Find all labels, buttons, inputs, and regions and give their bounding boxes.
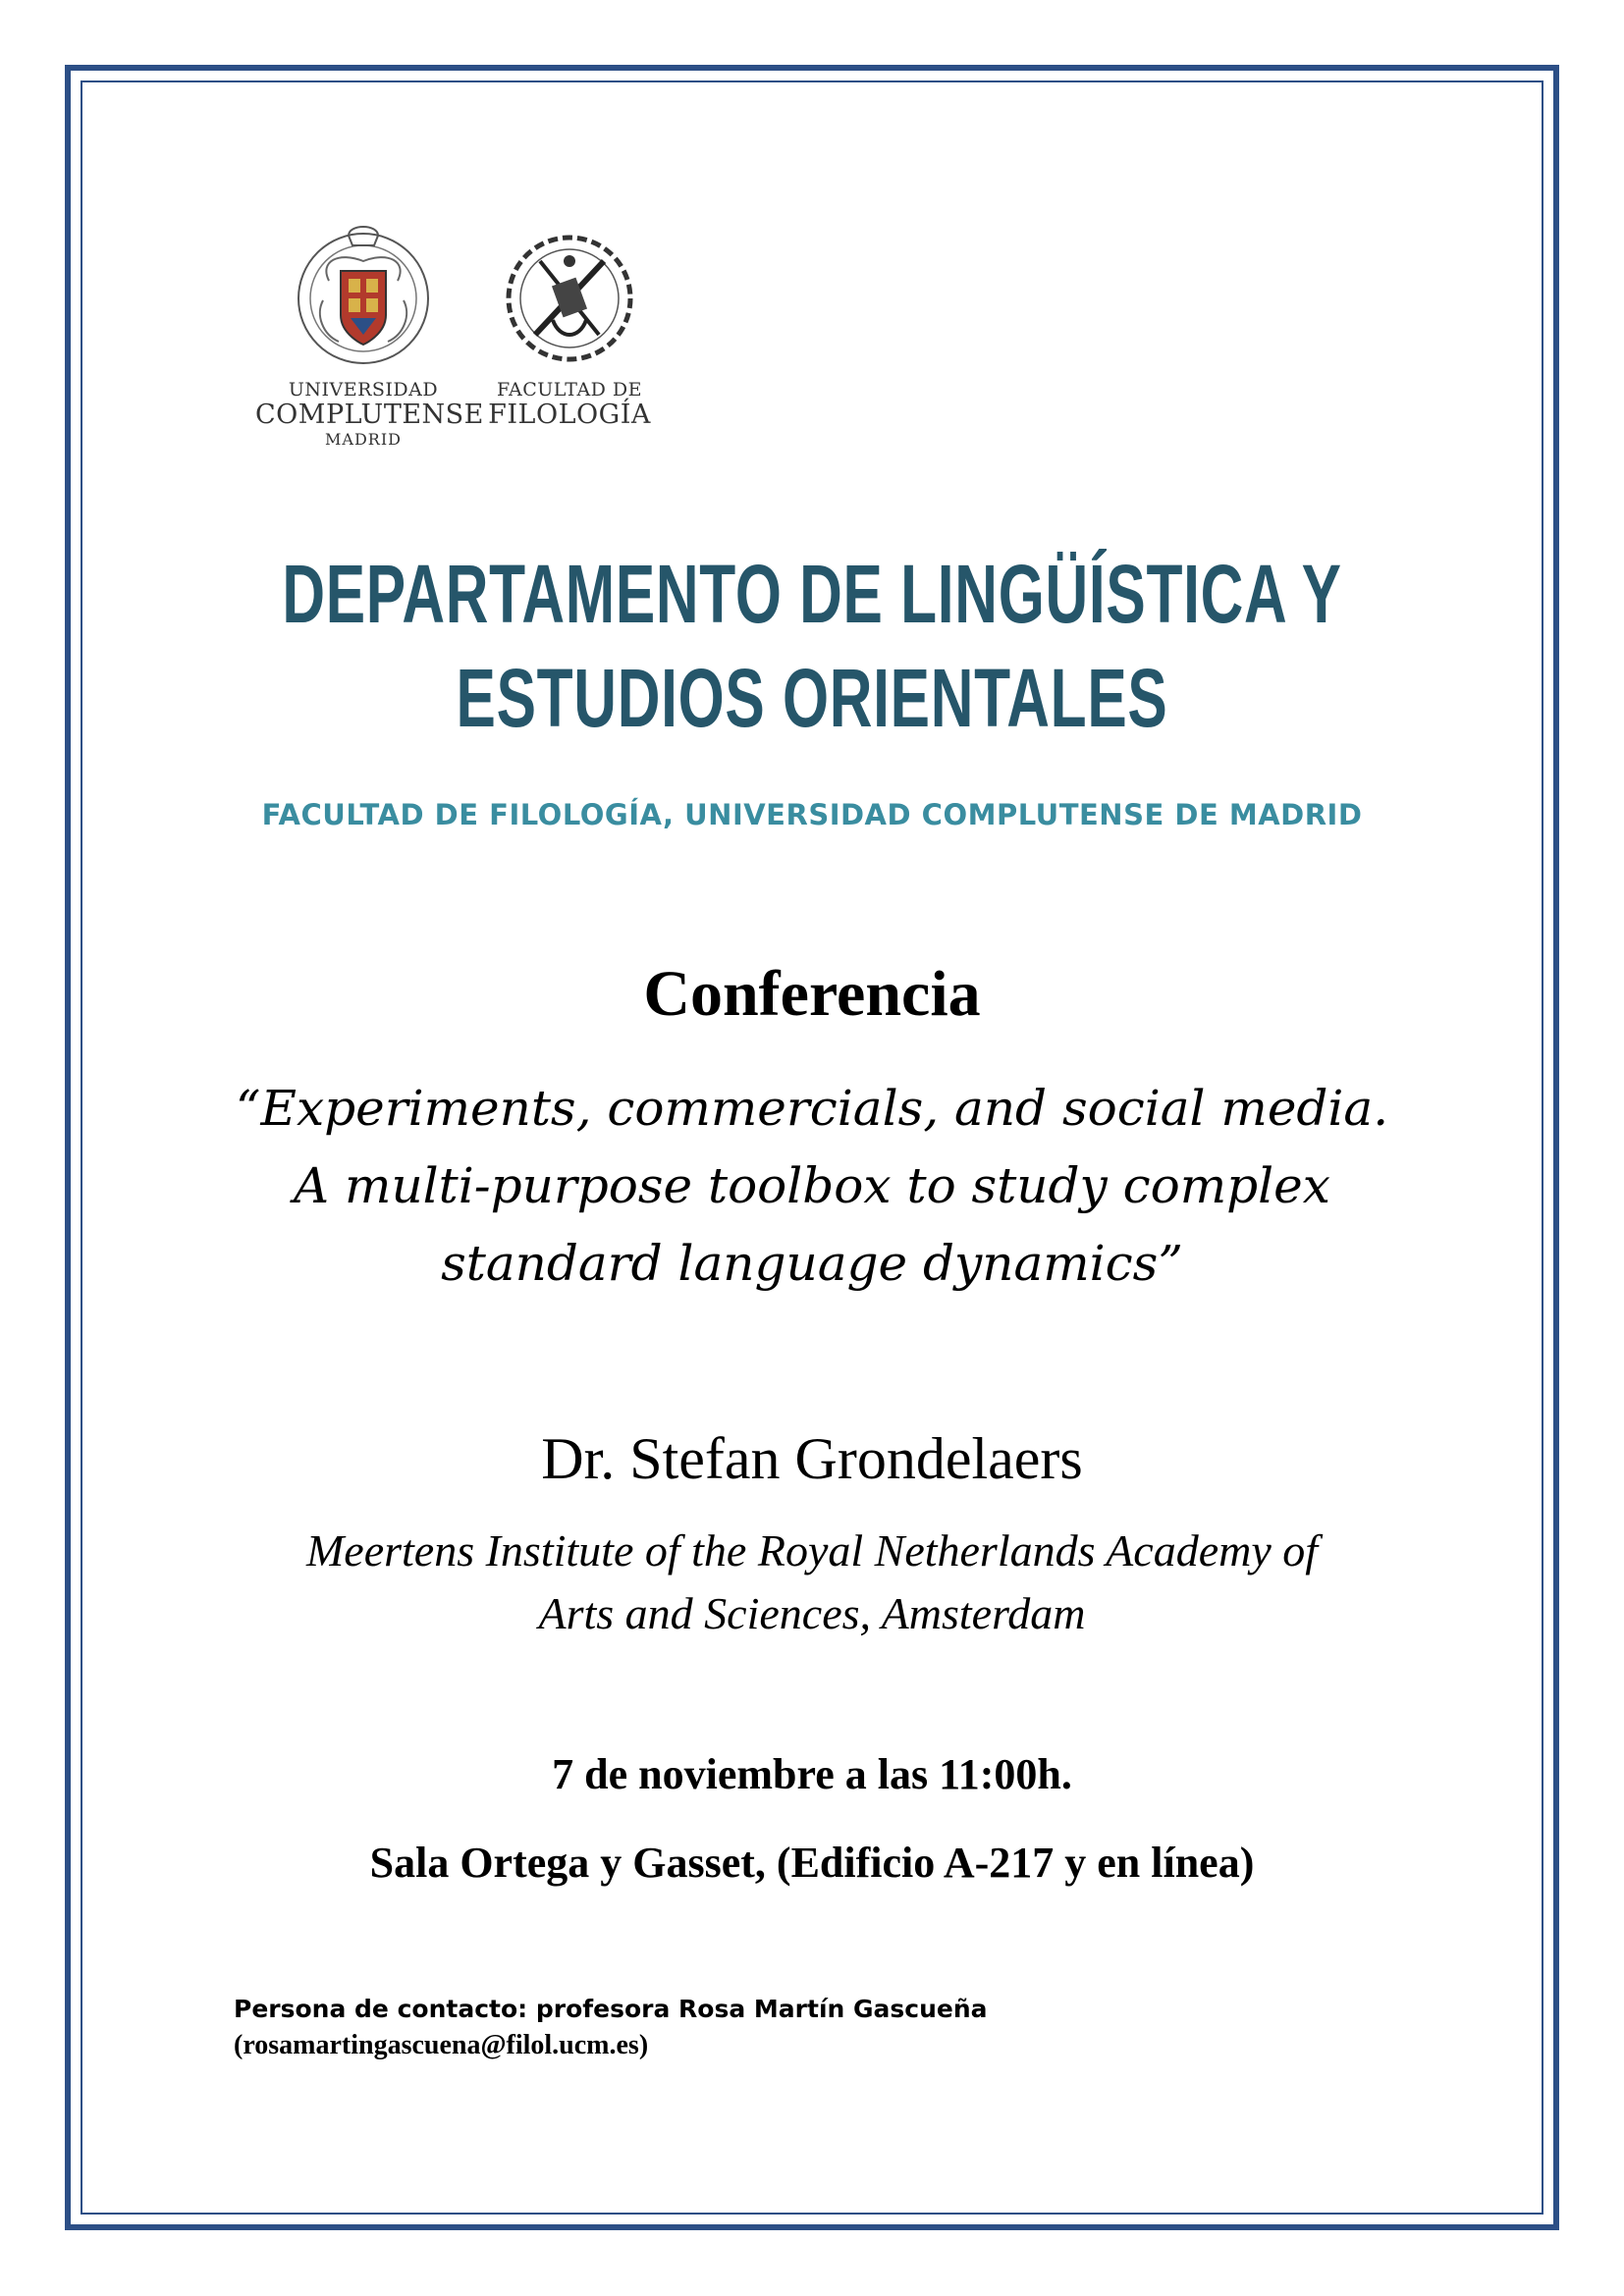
talk-title — [0, 1070, 1624, 1303]
contact-email[interactable]: (rosamartingascuena@filol.ucm.es) — [234, 2030, 649, 2060]
faculty-university-line: FACULTAD DE FILOLOGÍA, UNIVERSIDAD COMPLUTENSE DE MADRID — [261, 798, 1363, 831]
talk-title-line: “Experiments, commercials, and social media. — [235, 1080, 1389, 1137]
department-title-line2: ESTUDIOS ORIENTALES — [456, 652, 1168, 744]
logos — [255, 222, 668, 477]
ucm-crest-icon — [290, 222, 437, 369]
event-type-heading: Conferencia — [643, 958, 981, 1030]
faculty-logo-line2: FILOLOGÍA — [488, 400, 651, 430]
talk-title-line: standard language dynamics” — [441, 1235, 1183, 1292]
ucm-logo — [255, 222, 484, 450]
ucm-logo-line1: UNIVERSIDAD — [288, 379, 439, 400]
affiliation-line: Arts and Sciences, Amsterdam — [538, 1588, 1086, 1638]
ucm-logo-line3: MADRID — [325, 430, 402, 449]
affiliation-line: Meertens Institute of the Royal Netherlands Academy of — [305, 1525, 1319, 1575]
contact-person: Persona de contacto: profesora Rosa Martín Gascueña — [234, 1995, 988, 2023]
faculty-logo — [481, 222, 658, 430]
faculty-logo-line1: FACULTAD DE — [496, 379, 643, 400]
ucm-logo-line2: COMPLUTENSE — [255, 400, 484, 430]
filologia-emblem-icon — [496, 222, 643, 369]
event-date: 7 de noviembre a las 11:00h. — [552, 1750, 1072, 1798]
speaker-affiliation — [0, 1520, 1624, 1645]
department-title — [228, 542, 1397, 750]
department-title-line1: DEPARTAMENTO DE LINGÜÍSTICA Y — [282, 548, 1342, 640]
speaker-name: Dr. Stefan Grondelaers — [541, 1426, 1083, 1491]
talk-title-line: A multi-purpose toolbox to study complex — [294, 1157, 1330, 1214]
event-venue: Sala Ortega y Gasset, (Edificio A-217 y en línea) — [369, 1839, 1255, 1887]
